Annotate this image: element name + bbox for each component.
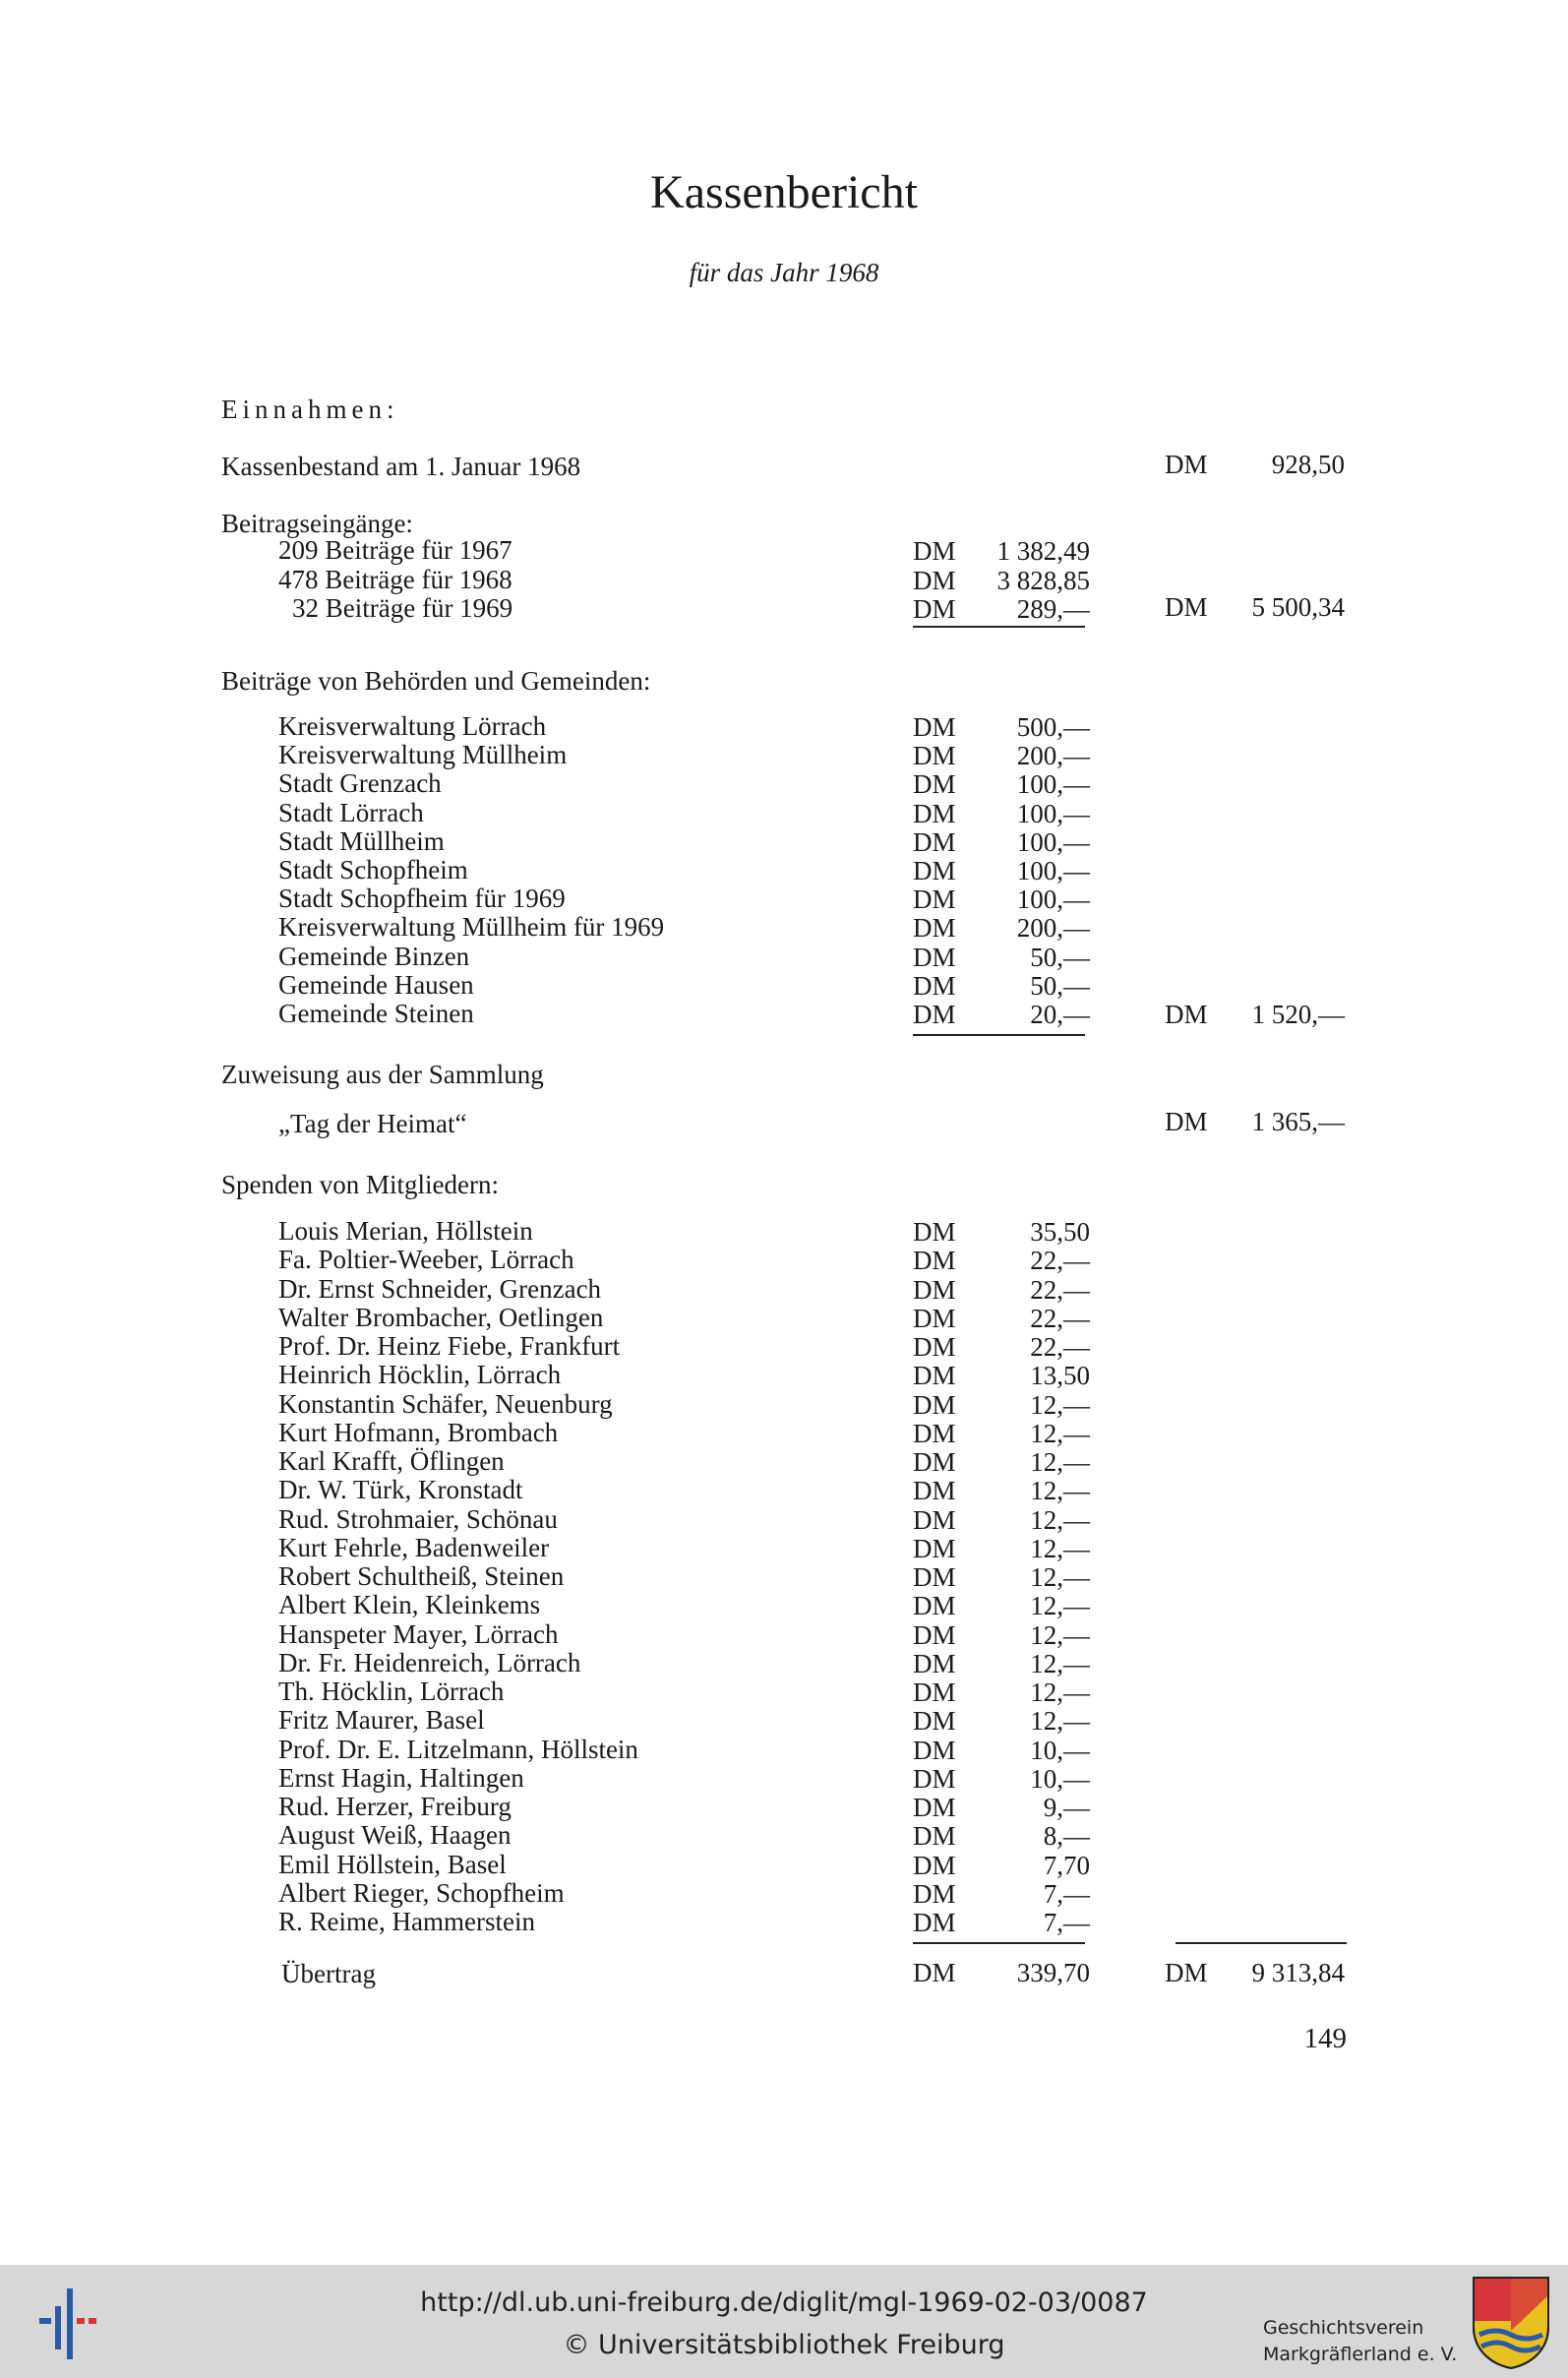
behoerden-row-amount: 50,— [1030, 942, 1090, 972]
behoerden-row-label: Kreisverwaltung Müllheim für 1969 [278, 912, 665, 943]
currency-label: DM [913, 1735, 956, 1765]
beitragseingaenge-total: 5 500,34 [1251, 592, 1345, 622]
currency-label: DM [1165, 592, 1208, 622]
currency-label: DM [913, 536, 956, 566]
spenden-row-amount: 12,— [1030, 1504, 1090, 1535]
currency-label: DM [913, 1303, 956, 1333]
spenden-row-label: Robert Schultheiß, Steinen [278, 1561, 565, 1591]
spenden-row-label: August Weiß, Haagen [278, 1820, 512, 1851]
spenden-row-label: Prof. Dr. E. Litzelmann, Höllstein [278, 1734, 638, 1764]
currency-label: DM [913, 1677, 956, 1707]
uebertrag-amount: 339,70 [1016, 1958, 1090, 1987]
spenden-row-amount: 12,— [1030, 1389, 1090, 1420]
currency-label: DM [913, 942, 956, 972]
behoerden-row-label: Stadt Lörrach [278, 797, 424, 827]
footer-url-link[interactable]: http://dl.ub.uni-freiburg.de/diglit/mgl-1969-02-03/0087 [420, 2287, 1148, 2318]
behoerden-row-label: Stadt Müllheim [278, 825, 445, 856]
currency-label: DM [913, 769, 956, 800]
currency-label: DM [913, 712, 956, 742]
page-title: Kassenbericht [650, 166, 918, 218]
zuweisung-heading: Zuweisung aus der Sammlung [221, 1060, 544, 1089]
page-subtitle: für das Jahr 1968 [689, 258, 879, 287]
behoerden-row-label: Stadt Schopfheim [278, 855, 468, 884]
currency-label: DM [913, 594, 956, 624]
currency-label: DM [913, 884, 956, 915]
sum-rule [913, 626, 1085, 628]
spenden-row-label: Heinrich Höcklin, Lörrach [278, 1360, 562, 1390]
currency-label: DM [913, 856, 956, 885]
spenden-row-label: Karl Krafft, Öflingen [278, 1446, 505, 1476]
spenden-row-label: Prof. Dr. Heinz Fiebe, Frankfurt [278, 1331, 621, 1361]
currency-label: DM [913, 826, 956, 857]
coat-of-arms-icon [1472, 2276, 1550, 2370]
spenden-row-label: Ernst Hagin, Haltingen [278, 1762, 524, 1793]
behoerden-row-amount: 100,— [1016, 856, 1090, 885]
currency-label: DM [913, 1648, 956, 1678]
spenden-heading: Spenden von Mitgliedern: [221, 1170, 499, 1199]
spenden-row-label: Dr. W. Türk, Kronstadt [278, 1475, 523, 1505]
currency-label: DM [913, 1504, 956, 1535]
beitrag-row-amount: 1 382,49 [996, 536, 1090, 566]
currency-label: DM [913, 1389, 956, 1420]
spenden-row-amount: 12,— [1030, 1619, 1090, 1650]
spenden-row-amount: 12,— [1030, 1476, 1090, 1506]
behoerden-row-label: Stadt Schopfheim für 1969 [278, 884, 566, 914]
currency-label: DM [913, 1332, 956, 1362]
behoerden-row-label: Kreisverwaltung Lörrach [278, 711, 547, 741]
spenden-row-label: R. Reime, Hammerstein [278, 1907, 535, 1936]
footer-copyright: © Universitätsbibliothek Freiburg [563, 2330, 1005, 2360]
spenden-row-label: Kurt Hofmann, Brombach [278, 1417, 559, 1447]
currency-label: DM [913, 1000, 956, 1029]
spenden-row-label: Fa. Poltier-Weeber, Lörrach [278, 1245, 574, 1275]
spenden-row-label: Dr. Ernst Schneider, Grenzach [278, 1273, 602, 1304]
zuweisung-total: 1 365,— [1251, 1107, 1345, 1136]
sum-rule [1176, 1942, 1347, 1944]
zuweisung-label: „Tag der Heimat“ [278, 1109, 467, 1138]
kassenbestand-total: 928,50 [1271, 450, 1345, 479]
currency-label: DM [913, 1850, 956, 1880]
currency-label: DM [913, 1533, 956, 1563]
currency-label: DM [913, 913, 956, 944]
behoerden-row-amount: 100,— [1016, 826, 1090, 857]
spenden-row-amount: 12,— [1030, 1677, 1090, 1707]
footer-org-name: Markgräflerland e. V. [1263, 2344, 1458, 2365]
behoerden-row-amount: 100,— [1016, 884, 1090, 915]
spenden-row-label: Albert Rieger, Schopfheim [278, 1877, 565, 1908]
currency-label: DM [913, 798, 956, 828]
behoerden-row-label: Gemeinde Binzen [278, 941, 470, 971]
beitrag-row-label: 478 Beiträge für 1968 [278, 564, 513, 594]
kassenbestand-label: Kassenbestand am 1. Januar 1968 [221, 452, 581, 481]
currency-label: DM [913, 1418, 956, 1448]
spenden-row-label: Konstantin Schäfer, Neuenburg [278, 1388, 613, 1419]
spenden-row-label: Dr. Fr. Heidenreich, Lörrach [278, 1647, 581, 1677]
currency-label: DM [913, 1763, 956, 1794]
spenden-row-label: Rud. Strohmaier, Schönau [278, 1503, 558, 1534]
currency-label: DM [913, 1361, 956, 1391]
beitrag-row-label: 209 Beiträge für 1967 [278, 535, 513, 565]
currency-label: DM [1165, 450, 1208, 479]
section-heading-einnahmen: Einnahmen: [221, 395, 399, 424]
beitragseingaenge-heading: Beitragseingänge: [221, 509, 413, 538]
behoerden-row-amount: 50,— [1030, 970, 1090, 1001]
uebertrag-label: Übertrag [281, 1959, 376, 1988]
spenden-row-label: Albert Klein, Kleinkems [278, 1590, 541, 1620]
behoerden-row-label: Stadt Grenzach [278, 768, 442, 799]
spenden-row-amount: 9,— [1043, 1793, 1090, 1822]
currency-label: DM [913, 565, 956, 595]
currency-label: DM [1165, 1958, 1208, 1987]
spenden-row-label: Th. Höcklin, Lörrach [278, 1677, 505, 1706]
uebertrag-total: 9 313,84 [1251, 1958, 1345, 1987]
behoerden-row-amount: 20,— [1030, 1000, 1090, 1029]
page-number: 149 [1303, 2023, 1347, 2054]
spenden-row-amount: 12,— [1030, 1447, 1090, 1477]
spenden-row-label: Hanspeter Mayer, Lörrach [278, 1618, 559, 1649]
spenden-row-amount: 7,— [1043, 1908, 1090, 1937]
spenden-row-amount: 8,— [1043, 1821, 1090, 1852]
spenden-row-label: Emil Höllstein, Basel [278, 1849, 507, 1879]
beitrag-row-amount: 289,— [1016, 594, 1090, 624]
currency-label: DM [913, 1246, 956, 1276]
spenden-row-amount: 10,— [1030, 1763, 1090, 1794]
spenden-row-amount: 22,— [1030, 1332, 1090, 1362]
behoerden-row-amount: 100,— [1016, 798, 1090, 828]
sum-rule [913, 1034, 1085, 1036]
spenden-row-label: Rud. Herzer, Freiburg [278, 1792, 512, 1821]
currency-label: DM [913, 1447, 956, 1477]
currency-label: DM [913, 1274, 956, 1305]
behoerden-row-amount: 500,— [1016, 712, 1090, 742]
spenden-row-label: Walter Brombacher, Oetlingen [278, 1302, 604, 1332]
behoerden-row-label: Kreisverwaltung Müllheim [278, 740, 568, 770]
spenden-row-amount: 22,— [1030, 1246, 1090, 1276]
currency-label: DM [913, 1706, 956, 1737]
currency-label: DM [1165, 1107, 1208, 1136]
beitrag-row-amount: 3 828,85 [996, 565, 1090, 595]
spenden-row-amount: 22,— [1030, 1274, 1090, 1305]
spenden-row-amount: 12,— [1030, 1706, 1090, 1737]
currency-label: DM [913, 1619, 956, 1650]
behoerden-total: 1 520,— [1251, 1000, 1345, 1029]
spenden-row-amount: 12,— [1030, 1648, 1090, 1678]
spenden-row-amount: 12,— [1030, 1591, 1090, 1621]
currency-label: DM [913, 1591, 956, 1621]
currency-label: DM [913, 1878, 956, 1909]
sum-rule [913, 1942, 1085, 1944]
beitrag-row-label: 32 Beiträge für 1969 [292, 593, 513, 623]
currency-label: DM [913, 741, 956, 771]
spenden-row-amount: 22,— [1030, 1303, 1090, 1333]
behoerden-row-label: Gemeinde Steinen [278, 999, 474, 1028]
spenden-row-amount: 35,50 [1030, 1217, 1090, 1247]
behoerden-row-amount: 200,— [1016, 741, 1090, 771]
spenden-row-label: Fritz Maurer, Basel [278, 1705, 485, 1736]
currency-label: DM [913, 970, 956, 1001]
currency-label: DM [913, 1476, 956, 1506]
spenden-row-amount: 12,— [1030, 1562, 1090, 1592]
behoerden-row-label: Gemeinde Hausen [278, 969, 474, 1000]
currency-label: DM [913, 1793, 956, 1822]
spenden-row-amount: 7,70 [1043, 1850, 1090, 1880]
currency-label: DM [913, 1821, 956, 1852]
spenden-row-amount: 10,— [1030, 1735, 1090, 1765]
spenden-row-amount: 12,— [1030, 1418, 1090, 1448]
currency-label: DM [913, 1958, 956, 1987]
behoerden-row-amount: 200,— [1016, 913, 1090, 944]
spenden-row-amount: 13,50 [1030, 1361, 1090, 1391]
spenden-row-amount: 7,— [1043, 1878, 1090, 1909]
footer-org-name: Geschichtsverein [1263, 2317, 1424, 2339]
behoerden-row-amount: 100,— [1016, 769, 1090, 800]
currency-label: DM [913, 1908, 956, 1937]
spenden-row-amount: 12,— [1030, 1533, 1090, 1563]
spenden-row-label: Louis Merian, Höllstein [278, 1216, 533, 1246]
spenden-row-label: Kurt Fehrle, Badenweiler [278, 1532, 550, 1562]
behoerden-heading: Beiträge von Behörden und Gemeinden: [221, 666, 651, 696]
currency-label: DM [913, 1217, 956, 1247]
currency-label: DM [1165, 1000, 1208, 1029]
currency-label: DM [913, 1562, 956, 1592]
